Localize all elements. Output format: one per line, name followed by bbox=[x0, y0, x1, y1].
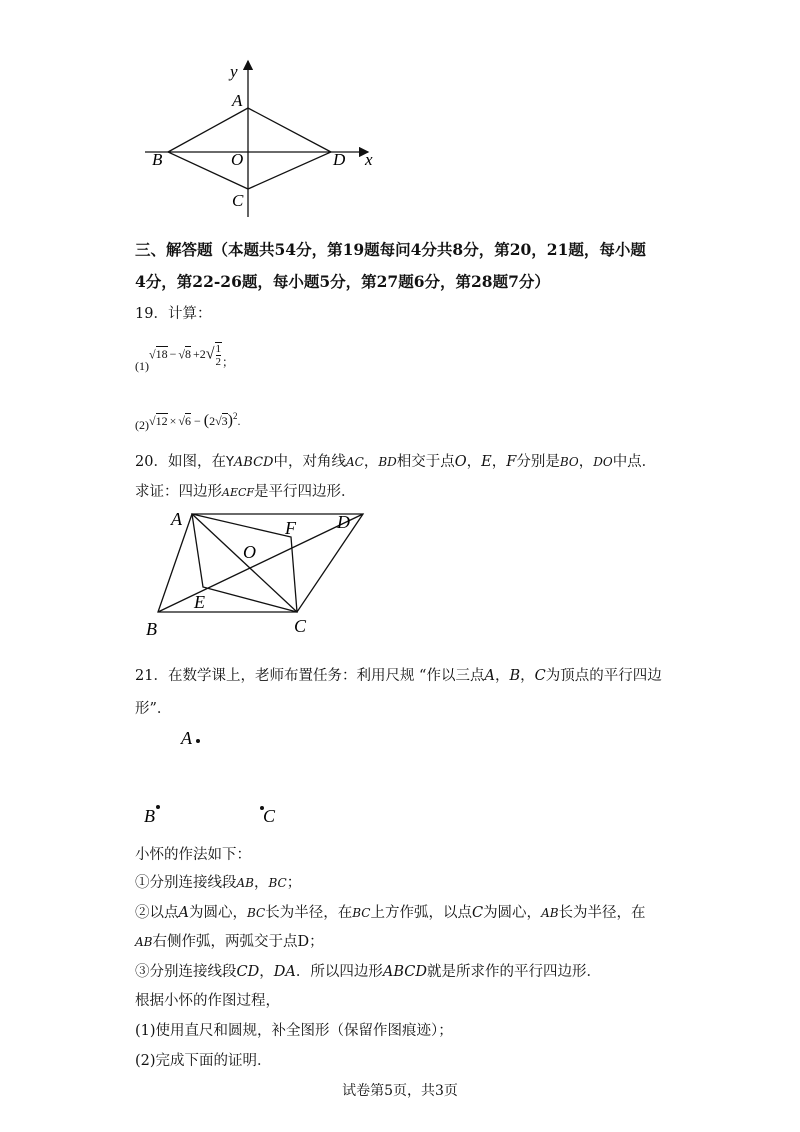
diagonal-bd bbox=[158, 514, 363, 612]
three-points-figure bbox=[140, 722, 290, 832]
section-header-line1: 三、解答题（本题共54分，第19题每问4分共8分，第20，21题，每小题 bbox=[135, 240, 646, 259]
label-O: O bbox=[231, 150, 244, 169]
fig2-label-B: B bbox=[146, 619, 157, 639]
label-B: B bbox=[152, 150, 163, 169]
q19-part1: $_{(1)}$√18 − √8 +2√ $\frac{1}{2}$ $_;$ bbox=[135, 343, 235, 374]
fig2-label-E: E bbox=[194, 592, 205, 612]
q20-line1: 20．如图，在YABCD中，对角线AC，BD相交于点O，E，F分别是BO，DO中点． bbox=[135, 454, 657, 470]
diagonal-ac bbox=[192, 514, 297, 612]
q19-part2-number: (2) bbox=[135, 417, 149, 432]
fig2-label-O: O bbox=[243, 542, 256, 562]
point-B-label: B bbox=[144, 806, 155, 826]
label-D: D bbox=[333, 150, 346, 169]
q19-stem: 19．计算： bbox=[135, 306, 212, 322]
section-header-line2: 4分，第22-26题，每小题5分，第27题6分，第28题7分） bbox=[135, 272, 550, 291]
fig2-label-A: A bbox=[171, 509, 182, 529]
point-A-label: A bbox=[181, 728, 192, 748]
point-B bbox=[156, 805, 160, 809]
q21-step2-cont: AB右侧作弧，两弧交于点D； bbox=[135, 934, 324, 950]
fig2-label-F: F bbox=[285, 518, 296, 538]
point-A bbox=[196, 739, 200, 743]
q21-sub1: (1)使用直尺和圆规，补全图形（保留作图痕迹）； bbox=[135, 1023, 453, 1039]
fig2-label-C: C bbox=[294, 616, 307, 636]
q21-line1: 21．在数学课上，老师布置任务：利用尺规 “作以三点A，B，C为顶点的平行四边 bbox=[135, 668, 662, 684]
q21-line2: 形”． bbox=[135, 701, 172, 717]
label-A: A bbox=[232, 91, 243, 110]
q19-part2: $_{(2)}√12 \times √6 - (2√3)^2$. bbox=[135, 411, 241, 432]
q21-step1: ①分别连接线段AB，BC； bbox=[135, 875, 302, 891]
q21-sub2: (2)完成下面的证明． bbox=[135, 1053, 272, 1069]
point-C-label: C bbox=[263, 806, 276, 826]
q20-line2: 求证：四边形AECF是平行四边形． bbox=[135, 484, 356, 500]
fig2-label-D: D bbox=[337, 512, 350, 532]
q19-part1-number: (1) bbox=[135, 359, 149, 374]
q21-step3: ③分别连接线段CD，DA．所以四边形ABCD就是所求作的平行四边形． bbox=[135, 964, 601, 980]
parallelogram-figure bbox=[140, 505, 370, 645]
rhombus-axes-figure bbox=[140, 55, 390, 225]
q21-step2: ②以点A为圆心，BC长为半径，在BC上方作弧，以点C为圆心，AB长为半径，在 bbox=[135, 905, 646, 921]
page-footer: 试卷第5页，共3页 bbox=[342, 1083, 458, 1099]
q21-method-intro: 小怀的作法如下： bbox=[135, 847, 251, 863]
label-y: y bbox=[230, 62, 238, 81]
label-C: C bbox=[232, 191, 244, 210]
q21-basis: 根据小怀的作图过程， bbox=[135, 993, 280, 1009]
rhombus-abcd bbox=[168, 108, 331, 189]
label-x: x bbox=[365, 150, 373, 169]
